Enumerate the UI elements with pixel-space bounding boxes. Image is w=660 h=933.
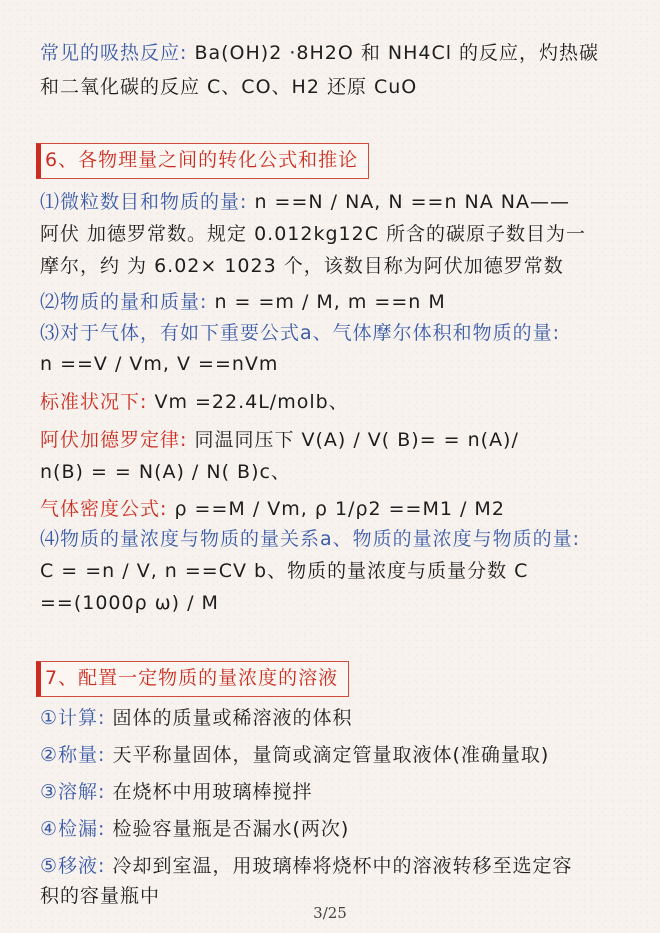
item-1-label: ⑴微粒数目和物质的量: bbox=[40, 191, 248, 213]
step-1-label: ①计算: bbox=[40, 707, 106, 729]
standard-conditions-label: 标准状况下: bbox=[40, 391, 148, 413]
step-4-text: 检验容量瓶是否漏水(两次) bbox=[112, 818, 350, 840]
gas-density-text: ρ ==M / Vm, ρ 1/ρ2 ==M1 / M2 bbox=[174, 498, 505, 520]
endothermic-text-2: 和二氧化碳的反应 C、CO、H2 还原 CuO bbox=[40, 76, 418, 98]
item-1-line-3: 摩尔，约 为 6.02× 1023 个，该数目称为阿伏加德罗常数 bbox=[40, 255, 564, 277]
step-1-text: 固体的质量或稀溶液的体积 bbox=[112, 707, 353, 729]
step-5-text: 冷却到室温，用玻璃棒将烧杯中的溶液转移至选定容 bbox=[112, 855, 573, 877]
page-number: 3/25 bbox=[313, 904, 347, 922]
step-2-line bbox=[40, 740, 549, 770]
item-4-label: ⑷物质的量浓度与物质的量关系a、物质的量浓度与物质的量: bbox=[40, 528, 581, 550]
item-2-line bbox=[40, 287, 446, 317]
step-5-line-2: 积的容量瓶中 bbox=[40, 885, 161, 907]
standard-conditions-line bbox=[40, 387, 349, 417]
step-5-label: ⑤移液: bbox=[40, 855, 106, 877]
item-1-text: n ==N / NA, N ==n NA NA—— bbox=[254, 191, 570, 213]
endothermic-reactions-line-2 bbox=[40, 72, 417, 102]
standard-conditions-text: Vm =22.4L/molb、 bbox=[154, 391, 349, 413]
avogadro-law-line-2: n(B) = = N(A) / N( B)c、 bbox=[40, 461, 291, 483]
step-4-label: ④检漏: bbox=[40, 818, 106, 840]
gas-density-line bbox=[40, 494, 505, 524]
item-4-line-3: ==(1000ρ ω) / M bbox=[40, 592, 219, 614]
step-2-text: 天平称量固体，量筒或滴定管量取液体(准确量取) bbox=[112, 744, 550, 766]
item-1-line-2: 阿伏 加德罗常数。规定 0.012kg12C 所含的碳原子数目为一 bbox=[40, 223, 587, 245]
endothermic-label: 常见的吸热反应: bbox=[40, 42, 188, 64]
step-3-line bbox=[40, 777, 313, 807]
avogadro-law-line bbox=[40, 425, 519, 455]
step-2-label: ②称量: bbox=[40, 744, 106, 766]
avogadro-law-text: 同温同压下 V(A) / V( B)= = n(A)/ bbox=[194, 429, 519, 451]
item-2-text: n = =m / M, m ==n M bbox=[214, 291, 446, 313]
section-7-heading: 7、配置一定物质的量浓度的溶液 bbox=[36, 661, 349, 697]
item-4-line-2: C = =n / V, n ==CV b、物质的量浓度与质量分数 C bbox=[40, 560, 529, 582]
avogadro-law-label: 阿伏加德罗定律: bbox=[40, 429, 188, 451]
item-1-line bbox=[40, 187, 570, 217]
item-3-line-2: n ==V / Vm, V ==nVm bbox=[40, 353, 279, 375]
item-3-label: ⑶对于气体，有如下重要公式a、气体摩尔体积和物质的量: bbox=[40, 322, 561, 344]
endothermic-text: Ba(OH)2 ·8H2O 和 NH4Cl 的反应，灼热碳 bbox=[194, 42, 600, 64]
step-5-line bbox=[40, 851, 573, 881]
gas-density-label: 气体密度公式: bbox=[40, 498, 168, 520]
step-3-label: ③溶解: bbox=[40, 781, 106, 803]
section-6-heading: 6、各物理量之间的转化公式和推论 bbox=[36, 143, 369, 179]
endothermic-reactions-line bbox=[40, 38, 599, 68]
step-1-line bbox=[40, 703, 353, 733]
item-2-label: ⑵物质的量和质量: bbox=[40, 291, 208, 313]
step-3-text: 在烧杯中用玻璃棒搅拌 bbox=[112, 781, 313, 803]
step-4-line bbox=[40, 814, 349, 844]
